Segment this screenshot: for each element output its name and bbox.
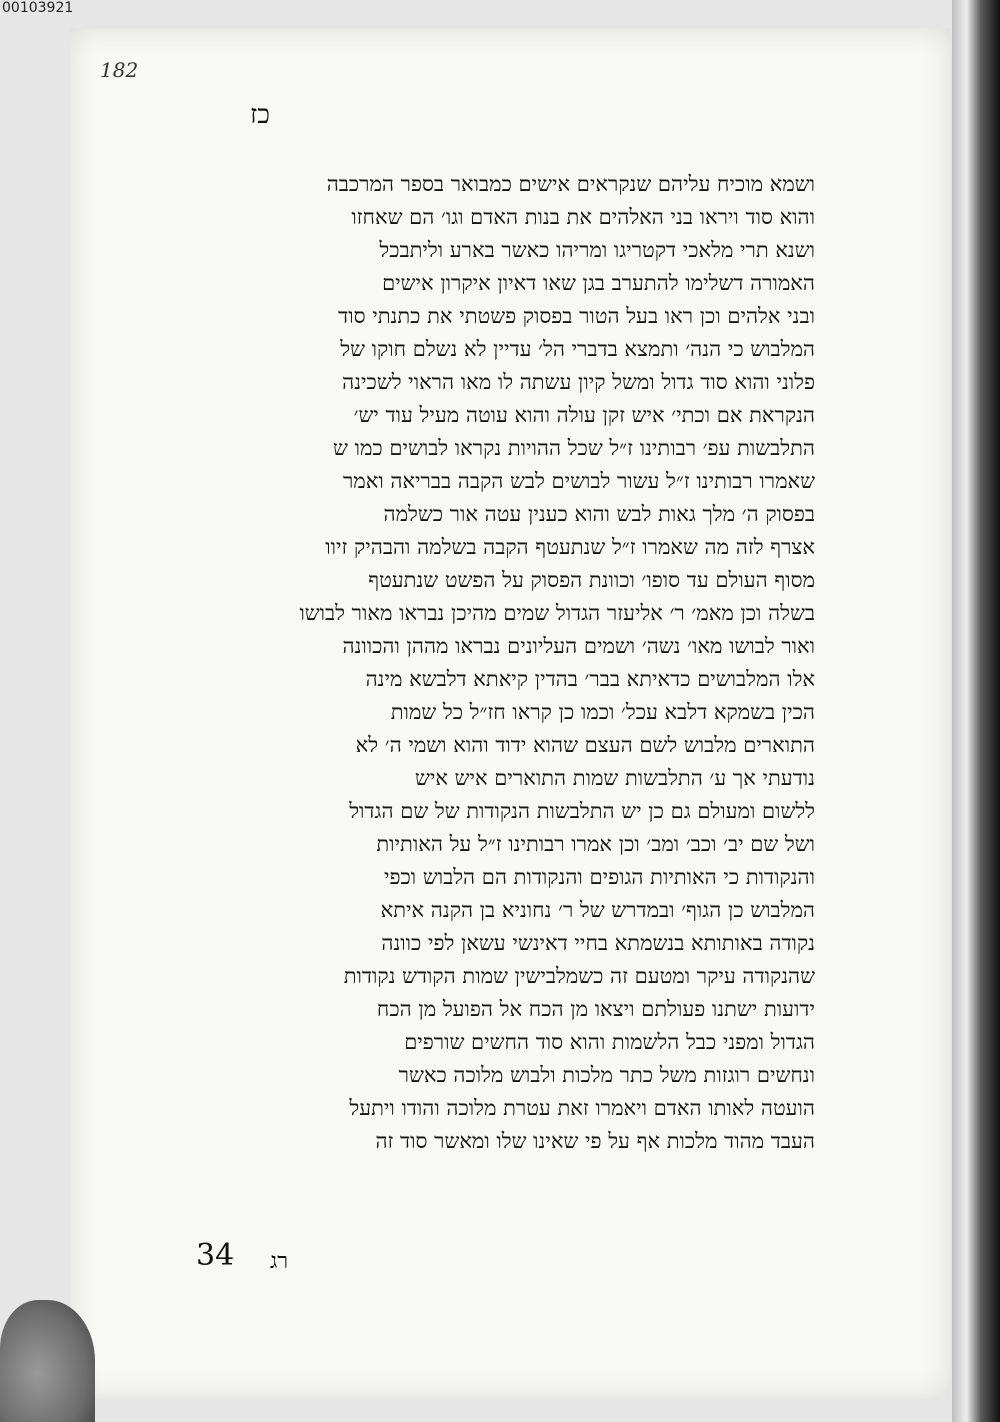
text-line: נקודה באותותא בנשמתא בחיי דאינשי עשאן לפי כוונה [381, 931, 815, 955]
text-line: ובני אלהים וכן ראו בעל הטור בפסוק פשטתי את כתנתי סוד [338, 304, 815, 328]
text-line: המלבוש כן הגוף׳ ובמדרש של ר׳ נחוניא בן הקנה איתא [380, 898, 815, 922]
text-line: המלבוש כי הנה׳ ותמצא בדברי הל׳ עדיין לא נשלם חוקו של [340, 337, 815, 361]
text-line: נודעתי אך ע׳ התלבשות שמות התוארים איש איש [415, 766, 815, 790]
signature-mark: רג [270, 1249, 289, 1274]
text-line: הכין בשמקא דלבא עכל׳ וכמו כן קראו חז״ל כל שמות [390, 700, 815, 724]
text-line: ואור לבושו מאו׳ נשה׳ ושמים העליונים נבראו מההן והכוונה [342, 634, 815, 658]
shelfmark-label: 00103921 [2, 0, 74, 16]
text-line: התלבשות עפ׳ רבותינו ז״ל שכל ההויות נקראו לבושים כמו ש [333, 436, 815, 460]
text-line: אצרף לזה מה שאמרו ז״ל שנתעטף הקבה בשלמה והבהיק זיוו [325, 535, 815, 559]
text-line: הועטה לאותו האדם ויאמרו זאת עטרת מלוכה והודו ויתעל [349, 1096, 815, 1120]
text-line: העבד מהוד מלכות אף על פי שאינו שלו ומאשר סוד זה [375, 1129, 815, 1153]
text-line: מסוף העולם עד סופו׳ וכוונת הפסוק על הפשט שנתעטף [368, 568, 815, 592]
text-line: הנקראת אם וכתי׳ איש זקן עולה והוא עוטה מעיל עוד יש׳ [353, 403, 815, 427]
text-line: בפסוק ה׳ מלך גאות לבש והוא כענין עטה אור כשלמה [383, 502, 815, 526]
text-line: ונחשים רוגזות משל כתר מלכות ולבוש מלוכה כאשר [398, 1063, 815, 1087]
text-line: ללשום ומעולם גם כן יש התלבשות הנקודות של שם הגדול [349, 799, 815, 823]
text-line: האמורה דשלימו להתערב בגן שאו דאיון איקרון אישים [382, 271, 815, 295]
text-line: שאמרו רבותינו ז״ל עשור לבושים לבש הקבה בבריאה ואמר [342, 469, 815, 493]
text-line: אלו המלבושים כדאיתא בבר׳ בהדין קיאתא דלבשא מינה [365, 667, 815, 691]
text-line: בשלה וכן מאמ׳ ר׳ אליעזר הגדול שמים מהיכן נבראו מאור לבושו [299, 601, 815, 625]
text-line: ושנא תרי מלאכי דקטריגו ומריהו כאשר בארע וליתבכל [379, 238, 815, 262]
thumb-shadow [0, 1300, 95, 1422]
text-line: התוארים מלבוש לשם העצם שהוא ידוד והוא ושמי ה׳ לא [355, 733, 815, 757]
quire-number: 34 [196, 1238, 235, 1273]
text-line: והוא סוד ויראו בני האלהים את בנות האדם וגו׳ הם שאחזו [351, 205, 815, 229]
folio-number: 182 [100, 58, 139, 82]
text-block [250, 168, 815, 1158]
text-line: הגדול ומפני כבל הלשמות והוא סוד החשים שורפים [404, 1030, 815, 1054]
text-line: ושל שם יב׳ וכב׳ ומב׳ וכן אמרו רבותינו ז״ל על האותיות [376, 832, 815, 856]
book-spine [952, 0, 1000, 1422]
text-line: שהנקודה עיקר ומטעם זה כשמלבישין שמות הקודש נקודות [343, 964, 815, 988]
text-line: והנקודות כי האותיות הגופים והנקודות הם הלבוש וכפי [384, 865, 815, 889]
text-line: ושמא מוכיח עליהם שנקראים אישים כמבואר בספר המרכבה [326, 172, 815, 196]
text-line: ידועות ישתנו פעולתם ויצאו מן הכח אל הפועל מן הכח [376, 997, 815, 1021]
page-heading: כז [250, 100, 270, 130]
text-line: פלוני והוא סוד גדול ומשל קיון עשתה לו מאו הראוי לשכינה [342, 370, 815, 394]
